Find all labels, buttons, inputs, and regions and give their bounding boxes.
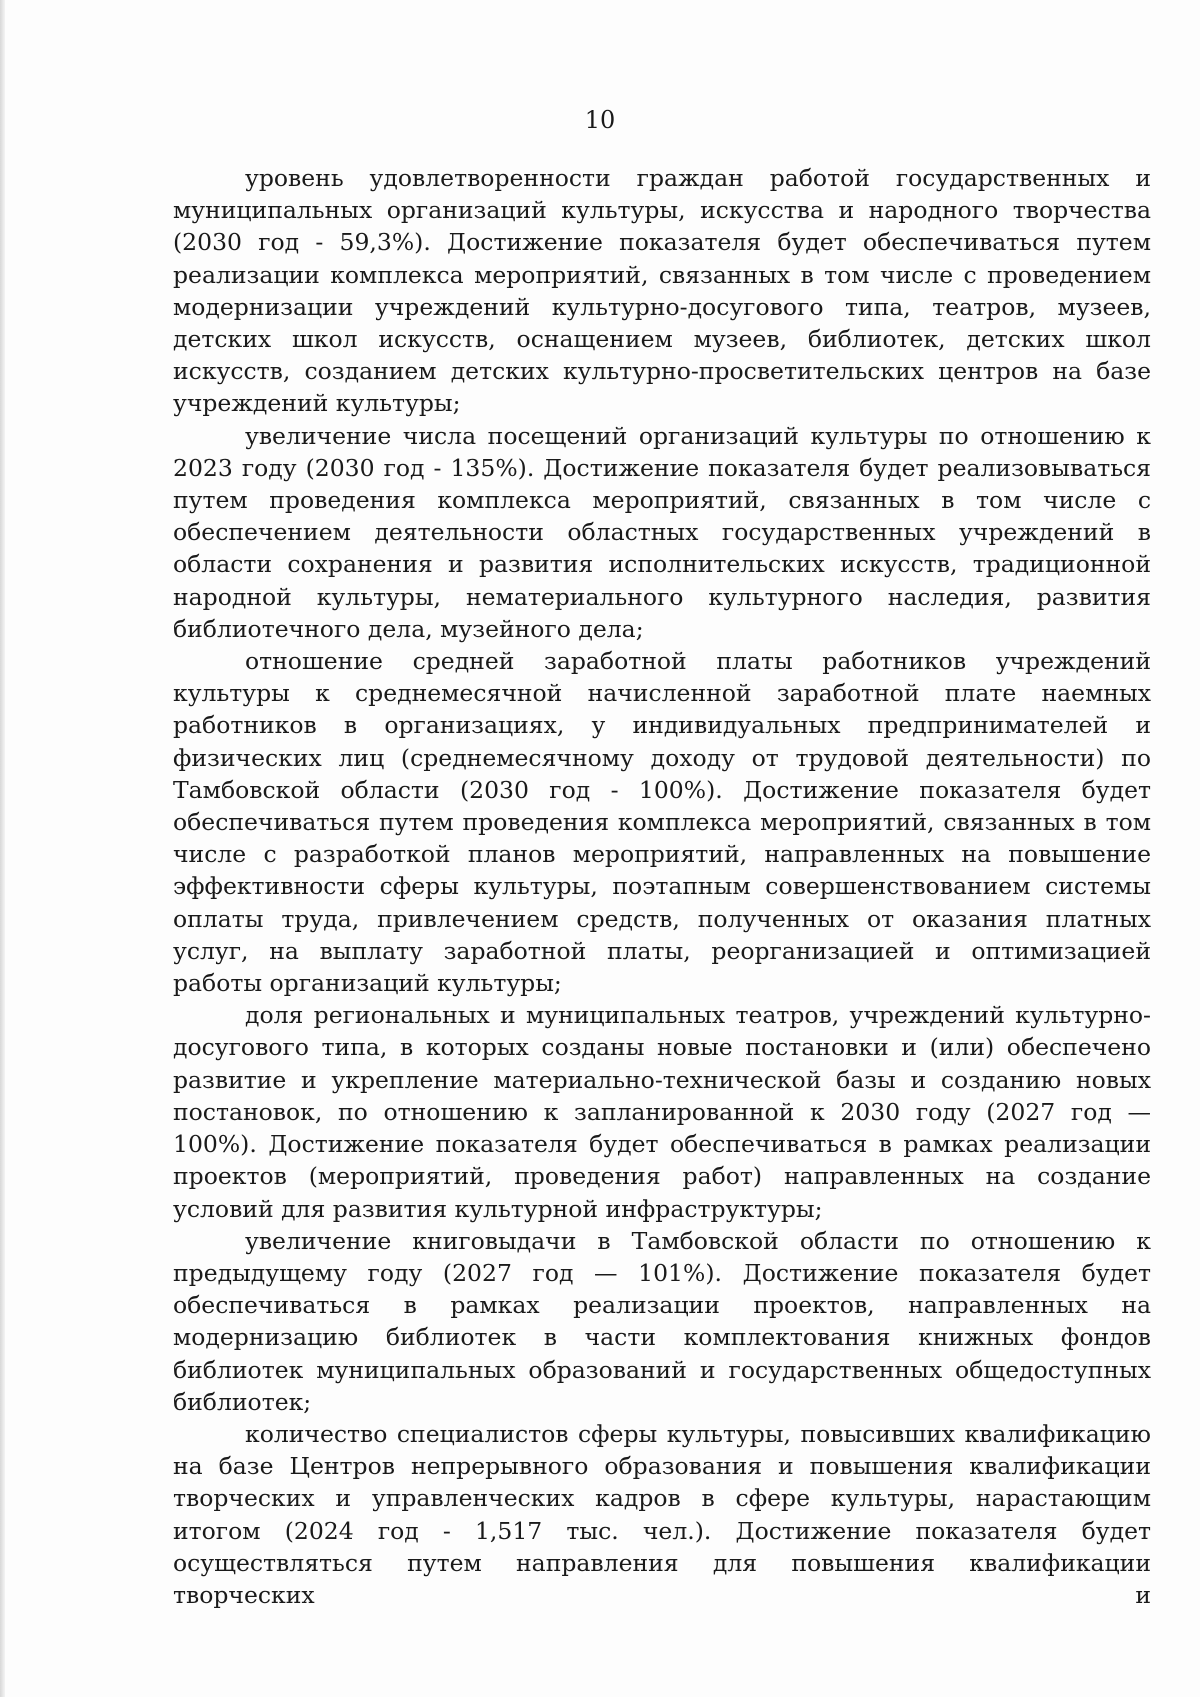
paragraph-culture-satisfaction: уровень удовлетворенности граждан работой государственных и муниципальных организаций культуры, искусства и народного творчества (2030 год - 59,3%). Достижение показателя будет обеспечиваться путем реализации комплекса мероприятий, связанных в том числе с проведением модернизации учреждений культурно-досугового типа, театров, музеев, детских школ искусств, оснащением музеев, библиотек, детских школ искусств, созданием детских культурно-просветительских центров на базе учреждений культуры; — [173, 164, 1151, 418]
scan-edge-shadow — [0, 0, 5, 1697]
document-body — [173, 162, 1151, 1611]
paragraph-theatres-share: доля региональных и муниципальных театров, учреждений культурно-досугового типа, в которых созданы новые постановки и (или) обеспечено развитие и укрепление материально-технической базы и созданию новых постановок, по отношению к запланированной к 2030 году (2027 год — 100%). Достижение показателя будет обеспечиваться в рамках реализации проектов (мероприятий, проведения работ) направленных на создание условий для развития культурной инфраструктуры; — [173, 1001, 1151, 1223]
paragraph-book-lending: увеличение книговыдачи в Тамбовской области по отношению к предыдущему году (2027 год — 101%). Достижение показателя будет обеспечиваться в рамках реализации проектов, направленных на модернизацию библиотек в части комплектования книжных фондов библиотек муниципальных образований и государственных общедоступных библиотек; — [173, 1226, 1151, 1416]
paragraph-visits-increase: увеличение числа посещений организаций культуры по отношению к 2023 году (2030 год - 135%). Достижение показателя будет реализовываться путем проведения комплекса мероприятий, связанных в том числе с обеспечением деятельности областных государственных учреждений в области сохранения и развития исполнительских искусств, традиционной народной культуры, нематериального культурного наследия, развития библиотечного дела, музейного дела; — [173, 421, 1151, 643]
page-number: 10 — [584, 106, 616, 134]
paragraph-specialists-training: количество специалистов сферы культуры, повысивших квалификацию на базе Центров непрерывного образования и повышения квалификации творческих и управленческих кадров в сфере культуры, нарастающим итогом (2024 год - 1,517 тыс. чел.). Достижение показателя будет осуществляться путем направления для повышения квалификации творческих и — [173, 1419, 1151, 1609]
paragraph-salary-ratio: отношение средней заработной платы работников учреждений культуры к среднемесячной начисленной заработной плате наемных работников в организациях, у индивидуальных предпринимателей и физических лиц (среднемесячному доходу от трудовой деятельности) по Тамбовской области (2030 год - 100%). Достижение показателя будет обеспечиваться путем проведения комплекса мероприятий, связанных в том числе с разработкой планов мероприятий, направленных на повышение эффективности сферы культуры, поэтапным совершенствованием системы оплаты труда, привлечением средств, полученных от оказания платных услуг, на выплату заработной платы, реорганизацией и оптимизацией работы организаций культуры; — [173, 647, 1151, 998]
